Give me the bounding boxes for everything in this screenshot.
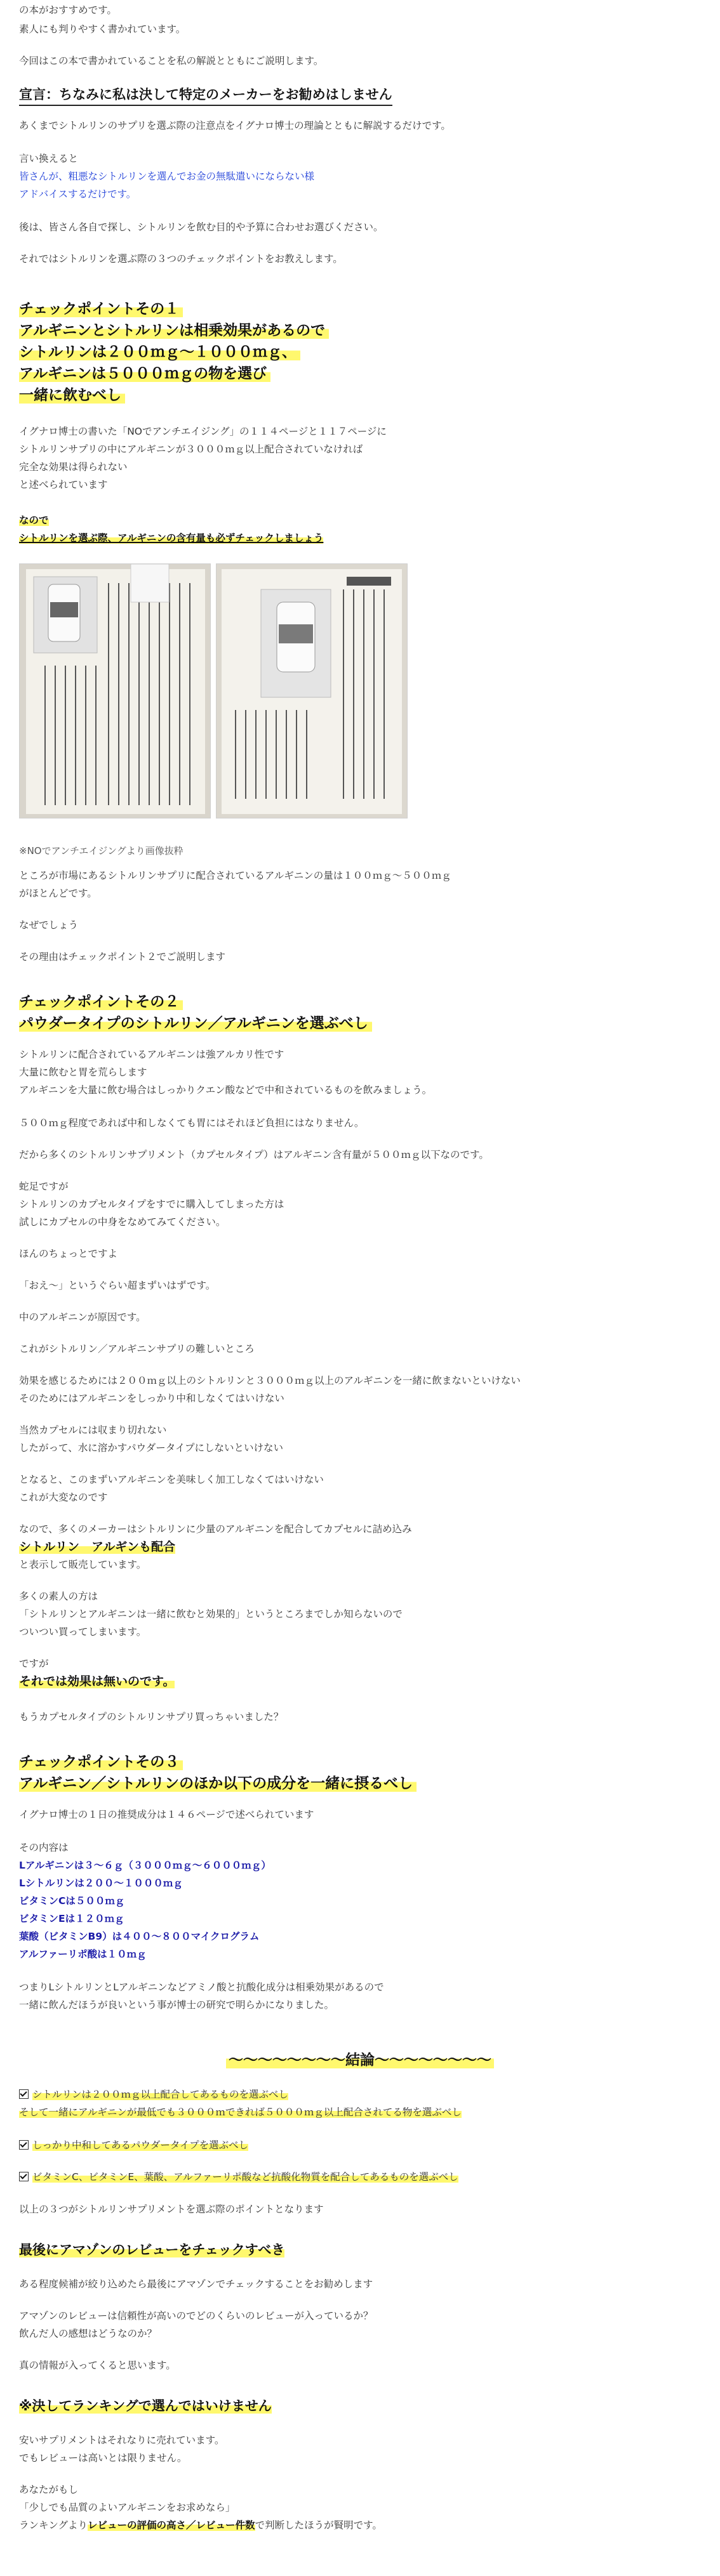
paragraph-line: アルギニンを大量に飲む場合はしっかりクエン酸などで中和されているものを飲みましょう。 [19,1084,432,1096]
book-page-photo-right [216,563,408,818]
declaration-heading: 宣言：ちなみに私は決して特定のメーカーをお勧めはしません [19,84,392,106]
highlight-line: それでは効果は無いのです。 [19,1674,175,1688]
paragraph-line: と述べられています [19,479,108,490]
nutrient-item: Lシトルリンは２００～１０００ｍｇ [19,1877,183,1889]
paragraph-line: 言い換えると [19,153,79,164]
paragraph-line: なぜでしょう [19,919,79,931]
paragraph-line: あくまでシトルリンのサプリを選ぶ際の注意点をイグナロ博士の理論とともに解説するだけです。 [19,120,451,131]
checkpoint-line: チェックポイントその１ [19,301,183,317]
paragraph-line: 中のアルギニンが原因です。 [19,1311,146,1323]
paragraph-line: 試しにカプセルの中身をなめてみてください。 [19,1216,226,1228]
highlight-line: なので [19,515,49,526]
paragraph-line: の本がおすすめです。 [19,4,117,16]
nutrient-item: ビタミンEは１２０ｍｇ [19,1913,124,1924]
checkpoint-1-heading [19,298,329,406]
checkbox-icon [19,2089,29,2099]
paragraph-line: つまりLシトルリンとLアルギニンなどアミノ酸と抗酸化成分は相乗効果があるので [19,1981,384,1993]
checkpoint-line: パウダータイプのシトルリン／アルギニンを選ぶべし [19,1015,372,1032]
checkpoint-line: チェックポイントその３ [19,1754,183,1770]
highlight-line: シトルリンを選ぶ際、アルギニンの含有量も必ずチェックしましょう [19,532,324,544]
paragraph-line: あなたがもし [19,2484,79,2495]
book-page-image [217,564,407,818]
paragraph-line: その理由はチェックポイント２でご説明します [19,951,226,963]
checkpoint-3-heading [19,1751,417,1794]
checkpoint-line: アルギニンは５０００ｍｇの物を選び [19,365,270,382]
paragraph-line: 今回はこの本で書かれていることを私の解説とともにご説明します。 [19,55,324,67]
checkbox-icon [19,2172,29,2181]
paragraph-line: 完全な効果は得られない [19,461,128,473]
paragraph-line: なので、多くのメーカーはシトルリンに少量のアルギニンを配合してカプセルに詰め込み [19,1523,412,1535]
paragraph-line: でもレビューは高いとは限りません。 [19,2452,187,2464]
conclusion-check-2: しっかり中和してあるパウダータイプを選ぶべし [19,2138,248,2152]
paragraph-line: 素人にも判りやすく書かれています。 [19,23,186,35]
nutrient-item: Lアルギニンは３～６ｇ（３０００ｍｇ～６０００ｍｇ） [19,1860,271,1871]
checkpoint-line: アルギニンとシトルリンは相乗効果があるので [19,322,329,339]
book-page-image [20,564,210,818]
paragraph-line: そのためにはアルギニンをしっかり中和しなくてはいけない [19,1393,284,1404]
paragraph-line: 「おえ～」というぐらい超まずいはずです。 [19,1280,216,1291]
book-page-photo-left [19,563,211,818]
paragraph-line: ある程度候補が絞り込めたら最後にアマゾンでチェックすることをお勧めします [19,2278,373,2290]
paragraph-line: 「シトルリンとアルギニンは一緒に飲むと効果的」というところまでしか知らないので [19,1608,403,1620]
nutrient-item: ビタミンCは５００ｍｇ [19,1895,125,1907]
highlight-line: シトルリン アルギンも配合 [19,1540,176,1554]
blue-text-line: アドバイスするだけです。 [19,188,137,200]
nutrient-item: アルファーリポ酸は１０ｍｇ [19,1948,147,1960]
paragraph-line: と表示して販売しています。 [19,1559,147,1570]
checkpoint-2-heading [19,991,372,1034]
paragraph-line: ほんのちょっとですよ [19,1248,118,1259]
paragraph-line: ついつい買ってしまいます。 [19,1626,147,1638]
conclusion-check-1-continued: そして一緒にアルギニンが最低でも３０００ｍできれば５０００ｍｇ以上配合されてる物を選ぶべし [19,2106,462,2118]
checkpoint-line: アルギニン／シトルリンのほか以下の成分を一緒に摂るべし [19,1775,417,1792]
paragraph-line: がほとんどです。 [19,888,97,899]
paragraph-line: ですが [19,1658,49,1669]
ranking-conclusion-line: ランキングよりレビューの評価の高さ／レビュー件数で判断したほうが賢明です。 [19,2520,382,2531]
paragraph-line: 飲んだ人の感想はどうなのか？ [19,2328,157,2339]
paragraph-line: 後は、皆さん各自で探し、シトルリンを飲む目的や予算に合わせお選びください。 [19,221,383,233]
image-caption: ※NOでアンチエイジングより画像抜粋 [19,845,183,857]
paragraph-line: となると、このまずいアルギニンを美味しく加工しなくてはいけない [19,1474,324,1485]
checkpoint-line: シトルリンは２００ｍｇ～１０００ｍｇ、 [19,344,300,360]
checkpoint-line: 一緒に飲むべし [19,387,125,404]
paragraph-line: アマゾンのレビューは信頼性が高いのでどのくらいのレビューが入っているか？ [19,2310,373,2322]
paragraph-line: したがって、水に溶かすパウダータイプにしないといけない [19,1442,284,1454]
checkpoint-line: チェックポイントその２ [19,994,183,1010]
conclusion-heading: ～～～～～～～～結論～～～～～～～～ [0,2048,720,2069]
blue-text-line: 皆さんが、粗悪なシトルリンを選んでお金の無駄遣いにならない様 [19,171,315,182]
paragraph-line: 多くの素人の方は [19,1591,98,1602]
emphasis-text: レビューの評価の高さ／レビュー件数 [88,2520,255,2531]
paragraph-line: イグナロ博士の１日の推奨成分は１４６ページで述べられています [19,1809,314,1820]
ranking-heading: ※決してランキングで選んではいけません [19,2398,272,2414]
paragraph-line: もうカプセルタイプのシトルリンサプリ買っちゃいました？ [19,1711,284,1723]
paragraph-line: その内容は [19,1842,69,1853]
paragraph-line: ５００ｍｇ程度であれば中和しなくても胃にはそれほど負担にはなりません。 [19,1117,364,1129]
nutrient-item: 葉酸（ビタミンB9）は４００～８００マイクログラム [19,1931,260,1942]
paragraph-line: これが大変なのです [19,1492,108,1503]
paragraph-line: 「少しでも品質のよいアルギニンをお求めなら」 [19,2502,236,2513]
paragraph-line: 効果を感じるためには２００ｍｇ以上のシトルリンと３０００ｍｇ以上のアルギニンを一緒に飲まないといけない [19,1375,521,1386]
paragraph-line: 以上の３つがシトルリンサプリメントを選ぶ際のポイントとなります [19,2204,324,2215]
paragraph-line: 一緒に飲んだほうが良いという事が博士の研究で明らかになりました。 [19,1999,335,2011]
paragraph-line: シトルリンサプリの中にアルギニンが３０００ｍｇ以上配合されていなければ [19,444,363,455]
paragraph-line: それではシトルリンを選ぶ際の３つのチェックポイントをお教えします。 [19,253,343,265]
checkbox-icon [19,2140,29,2150]
paragraph-line: だから多くのシトルリンサプリメント（カプセルタイプ）はアルギニン含有量が５００ｍｇ以下なのです。 [19,1149,489,1160]
paragraph-line: 蛇足ですが [19,1181,69,1192]
paragraph-line: 真の情報が入ってくると思います。 [19,2360,176,2371]
paragraph-line: 安いサプリメントはそれなりに売れています。 [19,2435,225,2446]
paragraph-line: 当然カプセルには収まり切れない [19,1424,167,1436]
amazon-heading: 最後にアマゾンのレビューをチェックすべき [19,2242,285,2257]
conclusion-check-1: シトルリンは２００ｍｇ以上配合してあるものを選ぶべし [19,2087,288,2101]
conclusion-check-3: ビタミンC、ビタミンE、葉酸、アルファーリポ酸など抗酸化物質を配合してあるものを選ぶべし [19,2170,458,2184]
paragraph-line: シトルリンに配合されているアルギニンは強アルカリ性です [19,1049,284,1060]
paragraph-line: 大量に飲むと胃を荒らします [19,1067,147,1078]
paragraph-line: イグナロ博士の書いた「NOでアンチエイジング」の１１４ページと１１７ページに [19,426,387,437]
paragraph-line: シトルリンのカプセルタイプをすでに購入してしまった方は [19,1199,284,1210]
paragraph-line: これがシトルリン／アルギニンサプリの難しいところ [19,1343,255,1355]
paragraph-line: ところが市場にあるシトルリンサプリに配合されているアルギニンの量は１００ｍｇ～５００ｍｇ [19,870,451,881]
